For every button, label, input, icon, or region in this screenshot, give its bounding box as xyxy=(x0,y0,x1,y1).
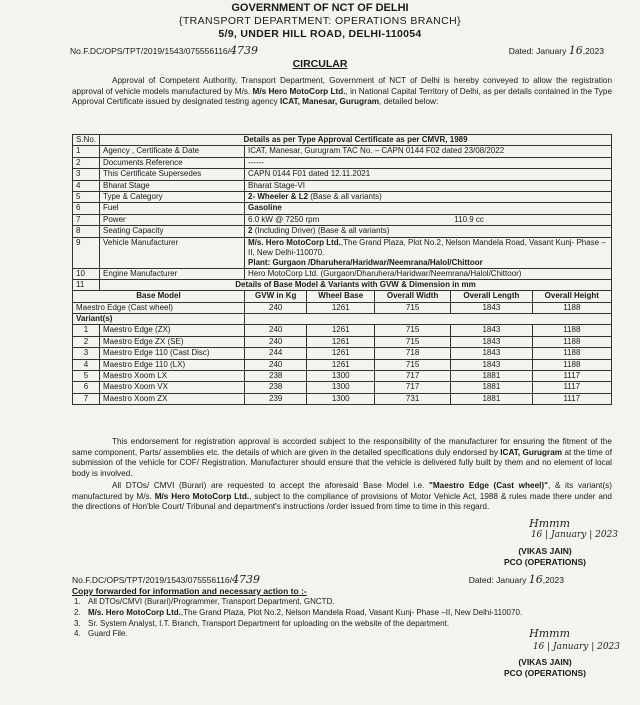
row-number: 5 xyxy=(73,191,100,202)
item-number: 3. xyxy=(74,618,81,628)
address: 5/9, UNDER HILL ROAD, DELHI-110054 xyxy=(218,28,422,40)
row-label: Vehicle Manufacturer xyxy=(100,237,245,268)
row-value-bold: 2- Wheeler & L2 xyxy=(248,191,309,201)
file-number: No.F.DC/OPS/TPT/2019/1543/075556116/ xyxy=(70,46,231,56)
row-label: Bharat Stage xyxy=(100,180,245,191)
endorsement-agency: ICAT, Gurugram xyxy=(500,447,563,457)
base-wheel-base: 1261 xyxy=(307,302,375,313)
engine-cc: 110.9 cc xyxy=(454,214,484,224)
variant-number: 4 xyxy=(73,359,100,370)
intro-text-2: , in National Capital Territory of Delhi, as per details contained in the Type Approval Certificate issued by designated testing agency xyxy=(72,86,612,107)
handwritten-day: 16 xyxy=(568,44,583,57)
handwritten-sign-date-1: 16 | January | 2023 xyxy=(530,530,618,540)
row-value: Bharat Stage-VI xyxy=(245,180,612,191)
dims-header-row xyxy=(73,291,612,302)
power-value: 6.0 kW @ 7250 rpm xyxy=(248,214,320,224)
variant-height: 1188 xyxy=(532,336,611,347)
base-height: 1188 xyxy=(532,302,611,313)
variant-width: 731 xyxy=(375,393,451,404)
intro-agency: ICAT, Manesar, Gurugram xyxy=(280,97,380,107)
list-item xyxy=(72,608,632,619)
variant-wheel-base: 1261 xyxy=(307,336,375,347)
row-label: Seating Capacity xyxy=(100,226,245,237)
signatory-title: PCO (OPERATIONS) xyxy=(503,557,586,567)
base-width: 715 xyxy=(375,302,451,313)
variant-wheel-base: 1300 xyxy=(307,371,375,382)
endorsement-paragraph xyxy=(72,437,612,479)
item-number: 2. xyxy=(74,607,81,617)
date-year: ,2023 xyxy=(542,575,564,585)
variant-length: 1843 xyxy=(451,336,532,347)
dto-manufacturer: M/s Hero MotoCorp Ltd. xyxy=(154,491,250,501)
col-wheel-base: Wheel Base xyxy=(307,291,375,302)
list-item xyxy=(72,597,632,608)
base-gvw: 240 xyxy=(245,302,307,313)
variant-gvw: 238 xyxy=(245,371,307,382)
row-number: 8 xyxy=(73,226,100,237)
table-row xyxy=(73,157,612,168)
endorsement-text-2: at the time of submission of the vehicle for COF/ Registration. Manufacturer should ensure that the vehicle is delivered fully built by them and no element of local body is involved. xyxy=(72,447,612,478)
variants-label: Variant(s) xyxy=(73,314,245,325)
variant-number: 2 xyxy=(73,336,100,347)
table-row xyxy=(73,279,612,290)
variant-length: 1881 xyxy=(451,382,532,393)
variant-gvw: 244 xyxy=(245,348,307,359)
table-row xyxy=(73,226,612,237)
variant-length: 1881 xyxy=(451,393,532,404)
dto-text-1: All DTOs/ CMVI (Burari) are requested to accept the aforesaid Base Model i.e. xyxy=(112,481,425,490)
variant-width: 717 xyxy=(375,382,451,393)
col-overall-length: Overall Length xyxy=(451,291,532,302)
variant-wheel-base: 1261 xyxy=(307,359,375,370)
item-text: Guard File. xyxy=(88,629,128,639)
variant-height: 1188 xyxy=(532,359,611,370)
variant-gvw: 240 xyxy=(245,359,307,370)
dto-text-2: , & its variant(s) manufactured by M/s. xyxy=(72,481,613,501)
dept-title: {TRANSPORT DEPARTMENT: OPERATIONS BRANCH} xyxy=(178,15,462,27)
letterhead xyxy=(0,2,640,41)
variant-name: Maestro Xoom ZX xyxy=(100,393,245,404)
col-base-model: Base Model xyxy=(73,291,245,302)
variant-height: 1188 xyxy=(532,325,611,336)
table-main-header: Details as per Type Approval Certificate as per CMVR, 1989 xyxy=(100,135,612,146)
intro-paragraph xyxy=(72,76,612,108)
intro-text-1: Approval of Competent Authority, Transport Department, Government of NCT of Delhi is hereby conveyed to allow the registration approval of vehicle models manufactured by M/s. xyxy=(72,76,612,96)
row-number: 3 xyxy=(73,169,100,180)
variant-name: Maestro Xoom LX xyxy=(100,371,245,382)
approval-details-table xyxy=(72,134,612,405)
manufacturer-name: M/s. Hero MotoCorp Ltd. xyxy=(248,237,341,247)
circular-title: CIRCULAR xyxy=(292,58,348,70)
dimensions-section-header: Details of Base Model & Variants with GVW & Dimension in mm xyxy=(100,279,612,290)
row-value-text: (Including Driver) (Base & all variants) xyxy=(252,226,390,236)
table-row xyxy=(73,146,612,157)
endorsement-text-1: This endorsement for registration approval is accorded subject to the responsibility of the manufacturer for ensuring the fitment of the same component, Parts/ assemblies etc. the details of which are given in the detailed specifications duly endorsed by xyxy=(72,437,612,457)
table-row xyxy=(73,203,612,214)
row-value-bold: 2 xyxy=(248,226,253,236)
base-model-name: Maestro Edge (Cast wheel) xyxy=(73,302,245,313)
row-number: 9 xyxy=(73,237,100,268)
variant-wheel-base: 1300 xyxy=(307,393,375,404)
signatory-name: (VIKAS JAIN) xyxy=(518,546,572,556)
row-value xyxy=(245,214,612,225)
signature-block-1 xyxy=(490,546,600,568)
row-label: Type & Category xyxy=(100,191,245,202)
reference-line xyxy=(70,44,604,57)
row-number: 1 xyxy=(73,146,100,157)
date-prefix: Dated: January xyxy=(468,575,527,585)
handwritten-day: 16 xyxy=(528,573,543,586)
dto-paragraph xyxy=(72,481,612,513)
signatory-name: (VIKAS JAIN) xyxy=(518,657,572,667)
variant-wheel-base: 1261 xyxy=(307,348,375,359)
variant-gvw: 239 xyxy=(245,393,307,404)
col-gvw: GVW in Kg xyxy=(245,291,307,302)
variant-width: 715 xyxy=(375,359,451,370)
plant-locations: Gurgaon /Dharuhera/Haridwar/Neemrana/Halol/Chittoor xyxy=(270,257,483,267)
variant-gvw: 240 xyxy=(245,336,307,347)
base-model-row xyxy=(73,302,612,313)
table-row xyxy=(73,237,612,268)
dto-text-3: , subject to the compliance of provisions of Motor Vehicle Act, 1988 & rules made there under and the directions of Hon'ble Court/ Tribunal and department's instructions /order issued from time to time in this regard. xyxy=(72,491,612,512)
table-row xyxy=(73,180,612,191)
variant-length: 1843 xyxy=(451,348,532,359)
row-number: 11 xyxy=(73,279,100,290)
row-label: Power xyxy=(100,214,245,225)
dto-base-model: "Maestro Edge (Cast wheel)" xyxy=(428,481,549,490)
table-row xyxy=(73,214,612,225)
item-text: All DTOs/CMVI (Burari)/Programmer, Transport Department, GNCTD. xyxy=(88,597,335,606)
govt-title: GOVERNMENT OF NCT OF DELHI xyxy=(231,2,409,14)
row-value: ------ xyxy=(245,157,612,168)
row-number: 6 xyxy=(73,203,100,214)
row-value: ICAT, Manesar, Gurugram TAC No. – CAPN 0144 F02 dated 23/08/2022 xyxy=(245,146,612,157)
row-label: Engine Manufacturer xyxy=(100,268,245,279)
table-row xyxy=(73,169,612,180)
signatory-title: PCO (OPERATIONS) xyxy=(503,668,586,678)
row-label: This Certificate Supersedes xyxy=(100,169,245,180)
row-number: 10 xyxy=(73,268,100,279)
row-value-text: (Base & all variants) xyxy=(308,191,382,201)
variant-length: 1843 xyxy=(451,359,532,370)
variant-number: 7 xyxy=(73,393,100,404)
date xyxy=(469,573,564,586)
variant-row xyxy=(73,359,612,370)
variant-name: Maestro Xoom VX xyxy=(100,382,245,393)
handwritten-dispatch-no: 4739 xyxy=(232,573,261,586)
item-text: ,The Grand Plaza, Plot No.2, Nelson Mandela Road, Vasant Kunj- Phase –II, New Delhi-110070. xyxy=(180,607,523,617)
row-value xyxy=(245,191,612,202)
variant-wheel-base: 1261 xyxy=(307,325,375,336)
row-value: CAPN 0144 F01 dated 12.11.2021 xyxy=(245,169,612,180)
row-value: Gasoline xyxy=(245,203,612,214)
plant-label: Plant: xyxy=(248,257,271,267)
base-length: 1843 xyxy=(451,302,532,313)
variant-width: 715 xyxy=(375,325,451,336)
variant-row xyxy=(73,382,612,393)
variant-width: 718 xyxy=(375,348,451,359)
variant-height: 1117 xyxy=(532,371,611,382)
variant-height: 1117 xyxy=(532,393,611,404)
date-year: ,2023 xyxy=(582,46,604,56)
variant-row xyxy=(73,393,612,404)
date-prefix: Dated: January xyxy=(508,46,567,56)
row-label: Fuel xyxy=(100,203,245,214)
date xyxy=(509,44,604,57)
row-number: 2 xyxy=(73,157,100,168)
row-value xyxy=(245,226,612,237)
intro-manufacturer: M/s Hero MotoCorp Ltd. xyxy=(252,86,346,96)
row-label: Documents Reference xyxy=(100,157,245,168)
col-overall-width: Overall Width xyxy=(375,291,451,302)
item-text: Sr. System Analyst, I.T. Branch, Transport Department for uploading on the website of the department. xyxy=(88,618,450,628)
variant-gvw: 240 xyxy=(245,325,307,336)
signature-scrawl-2: Hmmm xyxy=(529,627,570,640)
variant-height: 1117 xyxy=(532,382,611,393)
variant-number: 1 xyxy=(73,325,100,336)
variant-number: 6 xyxy=(73,382,100,393)
row-label: Agency , Certificate & Date xyxy=(100,146,245,157)
sno-header: S.No. xyxy=(73,135,100,146)
variant-name: Maestro Edge ZX (SE) xyxy=(100,336,245,347)
variant-row xyxy=(73,336,612,347)
variant-width: 715 xyxy=(375,336,451,347)
copy-forward-title: Copy forwarded for information and necessary action to :- xyxy=(72,586,307,596)
variant-gvw: 238 xyxy=(245,382,307,393)
col-overall-height: Overall Height xyxy=(532,291,611,302)
signature-block-2 xyxy=(490,657,600,679)
table-row xyxy=(73,191,612,202)
variant-row xyxy=(73,371,612,382)
reference-line-2 xyxy=(72,573,604,586)
variant-name: Maestro Edge (ZX) xyxy=(100,325,245,336)
signature-scrawl-1: Hmmm xyxy=(529,517,570,530)
item-number: 1. xyxy=(74,597,81,606)
variant-width: 717 xyxy=(375,371,451,382)
manufacturer-address: ,The Grand Plaza, Plot No.2, Nelson Mandela Road, Vasant Kunj- Phase –II, New Delhi-110070. xyxy=(248,237,606,257)
variants-label-row xyxy=(73,314,612,325)
handwritten-sign-date-2: 16 | January | 2023 xyxy=(532,642,620,652)
item-number: 4. xyxy=(74,629,81,639)
variant-name: Maestro Edge 110 (Cast Disc) xyxy=(100,348,245,359)
handwritten-dispatch-no: 4739 xyxy=(230,44,259,57)
variant-number: 3 xyxy=(73,348,100,359)
variant-name: Maestro Edge 110 (LX) xyxy=(100,359,245,370)
variant-length: 1881 xyxy=(451,371,532,382)
row-value xyxy=(245,237,612,268)
file-number: No.F.DC/OPS/TPT/2019/1543/075556116/ xyxy=(72,575,233,585)
variant-height: 1188 xyxy=(532,348,611,359)
row-value: Hero MotoCorp Ltd. (Gurgaon/Dharuhera/Haridwar/Neemrana/Halol/Chittoor) xyxy=(245,268,612,279)
variant-wheel-base: 1300 xyxy=(307,382,375,393)
row-number: 7 xyxy=(73,214,100,225)
variant-row xyxy=(73,325,612,336)
variant-number: 5 xyxy=(73,371,100,382)
item-bold: M/s. Hero MotoCorp Ltd. xyxy=(88,607,181,617)
table-row xyxy=(73,268,612,279)
variant-row xyxy=(73,348,612,359)
variant-length: 1843 xyxy=(451,325,532,336)
row-number: 4 xyxy=(73,180,100,191)
intro-text-3: , detailed below: xyxy=(379,97,439,107)
